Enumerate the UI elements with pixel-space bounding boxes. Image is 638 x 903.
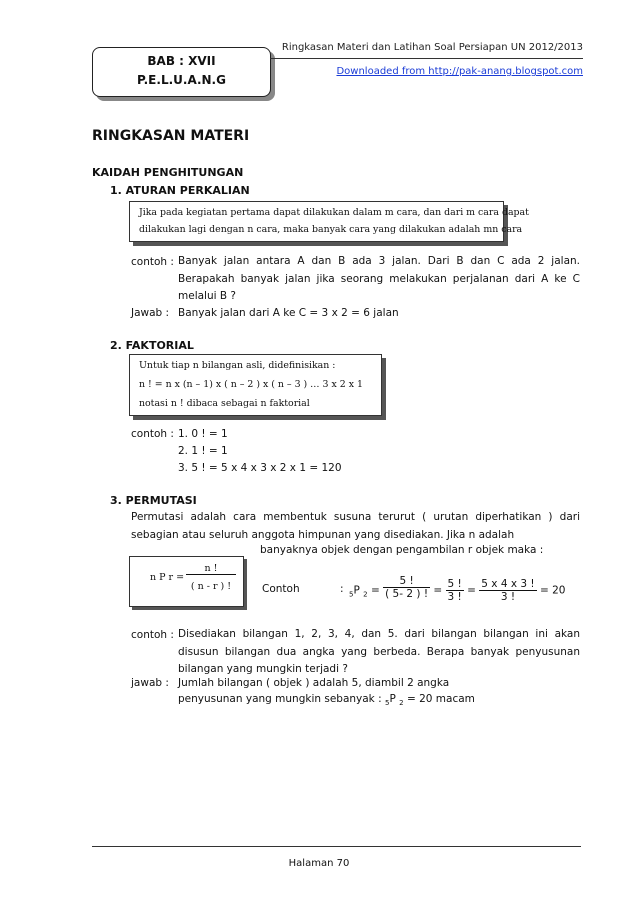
contoh-text: Disediakan bilangan 1, 2, 3, 4, dan 5. dari bilangan bilangan ini akan disusun bilangan dua angka yang berbeda. Berapa banyak penyusunan bilangan yang mungkin terjadi ? xyxy=(178,628,580,675)
jawab-label: Jawab : xyxy=(131,307,170,319)
ex-num: 5 ! xyxy=(383,575,430,588)
jawab-text: Jumlah bilangan ( objek ) adalah 5, diambil 2 angka xyxy=(178,677,450,689)
ex-den: 3 ! xyxy=(500,591,516,603)
example-expression xyxy=(349,575,566,603)
ex-num: 5 x 4 x 3 ! xyxy=(481,578,535,590)
subsection-title: KAIDAH PENGHITUNGAN xyxy=(92,166,244,179)
formula-denominator: ( n - r ) ! xyxy=(190,581,232,592)
permutasi-description: Permutasi adalah cara membentuk susuna terurut ( urutan diperhatikan ) dari sebagian atau seluruh anggota himpunan yang disediakan. Jika n adalah xyxy=(131,511,580,541)
rule-box-faktorial xyxy=(129,354,382,416)
jawab-result: = 20 macam xyxy=(406,693,475,705)
footer-divider xyxy=(92,846,581,847)
rule-box-perkalian xyxy=(129,201,529,242)
rule-text-line: n ! = n x (n – 1) x ( n – 2 ) x ( n – 3 ) … 3 x 2 x 1 xyxy=(139,379,363,390)
contoh-label: contoh : xyxy=(131,629,174,641)
ex-result: = 20 xyxy=(539,584,566,597)
contoh-label: contoh : xyxy=(131,256,174,268)
heading-faktorial: 2. FAKTORIAL xyxy=(110,339,194,352)
contoh-label: contoh : xyxy=(131,428,174,440)
heading-permutasi: 3. PERMUTASI xyxy=(110,494,197,507)
ex-fraction xyxy=(446,578,464,603)
contoh-text: Banyak jalan antara A dan B ada 3 jalan. Dari B dan C ada 2 jalan. Berapakah banyak jalan jika seorang melakukan perjalanan dari A ke C melalui B ? xyxy=(178,255,580,302)
rule-text-line: Jika pada kegiatan pertama dapat dilakukan dalam m cara, dan dari m cara dapat xyxy=(139,207,529,218)
ex-eq: = xyxy=(433,584,443,597)
rule-text-line: dilakukan lagi dengan n cara, maka banyak cara yang dilakukan adalah mn cara xyxy=(139,224,523,235)
ex-num: 5 ! xyxy=(447,578,462,590)
jawab-pre-index: 5 xyxy=(385,699,390,708)
jawab-p: P xyxy=(389,693,396,705)
jawab-pre-text: penyusunan yang mungkin sebanyak : xyxy=(178,693,382,705)
faktorial-example: 2. 1 ! = 1 xyxy=(178,445,228,457)
ex-eq: = xyxy=(467,584,476,597)
jawab-sub-index: 2 xyxy=(399,699,404,708)
formula-box-permutasi xyxy=(129,556,244,607)
example-colon: : xyxy=(340,583,344,595)
chapter-title: P.E.L.U.A.N.G xyxy=(137,73,226,87)
ex-eq: = xyxy=(370,584,380,597)
example-label: Contoh xyxy=(262,583,300,595)
permutasi-description-end: banyaknya objek dengan pengambilan r objek maka : xyxy=(260,544,544,556)
header-divider xyxy=(270,58,583,59)
formula-lhs: n P r = xyxy=(150,572,185,583)
ex-p: P xyxy=(353,584,360,597)
heading-aturan-perkalian: 1. ATURAN PERKALIAN xyxy=(110,184,250,197)
jawab-text: Banyak jalan dari A ke C = 3 x 2 = 6 jalan xyxy=(178,307,399,319)
faktorial-example: 1. 0 ! = 1 xyxy=(178,428,228,440)
ex-fraction xyxy=(383,575,430,600)
ex-fraction xyxy=(479,578,536,603)
source-link[interactable]: Downloaded from http://pak-anang.blogspot.com xyxy=(336,66,583,77)
rule-text-line: Untuk tiap n bilangan asli, didefinisikan : xyxy=(139,360,336,371)
chapter-box xyxy=(92,47,271,97)
header-title: Ringkasan Materi dan Latihan Soal Persiapan UN 2012/2013 xyxy=(281,42,583,53)
jawab-label: jawab : xyxy=(131,677,169,689)
rule-text-line: notasi n ! dibaca sebagai n faktorial xyxy=(139,398,310,409)
ex-sub: 2 xyxy=(363,590,368,599)
chapter-number: BAB : XVII xyxy=(147,54,216,68)
ex-pre: 5 xyxy=(349,590,354,599)
page-number: Halaman 70 xyxy=(288,858,350,869)
faktorial-example: 3. 5 ! = 5 x 4 x 3 x 2 x 1 = 120 xyxy=(178,462,342,474)
ex-den: 3 ! xyxy=(447,591,462,603)
jawab-text xyxy=(178,693,475,707)
formula-numerator: n ! xyxy=(186,563,236,575)
ex-den: ( 5- 2 ) ! xyxy=(385,588,429,600)
section-title: RINGKASAN MATERI xyxy=(92,128,250,144)
